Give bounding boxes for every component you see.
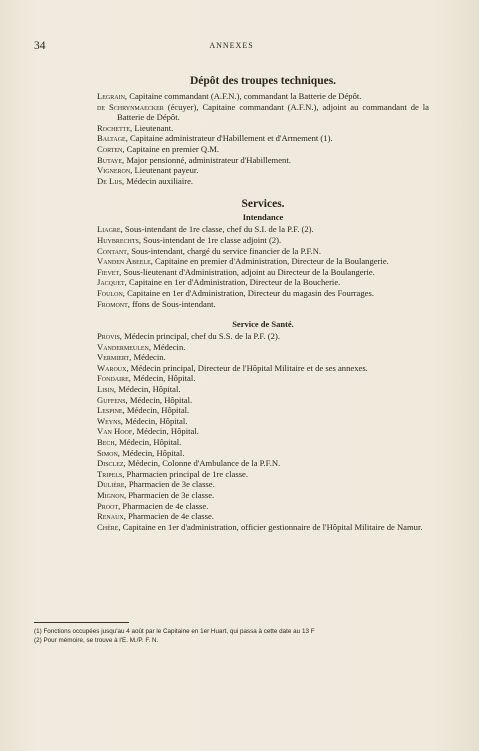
- entry-description: Médecin, Hôpital.: [134, 426, 199, 437]
- entry-name: Van Hoof,: [97, 426, 135, 437]
- entry-description: Capitaine administrateur d'Habillement et d'Armement (1).: [127, 133, 333, 144]
- list-entry: [97, 102, 429, 123]
- list-entry: [97, 277, 429, 288]
- list-entry: [97, 288, 429, 299]
- entry-description: Médecin, Hôpital.: [116, 437, 182, 448]
- list-entry: [97, 176, 429, 187]
- list-entry: [97, 501, 429, 512]
- list-entry: [97, 155, 429, 166]
- depot-list: [97, 91, 429, 186]
- list-entry: [97, 331, 429, 342]
- entry-name: Foulon,: [97, 287, 125, 298]
- entry-name: Fondaire,: [97, 373, 131, 384]
- list-entry: [97, 395, 429, 406]
- page-number: 34: [34, 40, 46, 52]
- list-entry: [97, 373, 429, 384]
- list-entry: [97, 416, 429, 427]
- entry-description: Lieutenant payeur.: [132, 165, 199, 176]
- entry-description: Pharmacien de 4e classe.: [125, 511, 214, 522]
- entry-name: Tripels,: [97, 468, 125, 479]
- entry-description: Capitaine en 1er d'Administration, Directeur de la Boucherie.: [126, 277, 341, 288]
- entry-description: Capitaine en premier Q.M.: [124, 143, 220, 154]
- entry-description: Médecin, Hôpital.: [130, 373, 196, 384]
- entry-description: Médecin.: [131, 352, 166, 363]
- entry-description: Médecin, Hôpital.: [124, 405, 190, 416]
- entry-description: Capitaine en 1er d'administration, officier gestionnaire de l'Hôpital Militaire de Namur.: [120, 521, 423, 532]
- list-entry: [97, 490, 429, 501]
- entry-description: Sous-lieutenant d'Administration, adjoint au Directeur de la Boulangerie.: [121, 266, 375, 277]
- entry-name: Lespine,: [97, 405, 125, 416]
- section-title-services: Services.: [241, 198, 285, 211]
- entry-description: Capitaine en 1er d'Administration, Directeur du magasin des Fourrages.: [124, 287, 374, 298]
- footnote-1: (1) Fonctions occupées jusqu'au 4 août par le Capitaine en 1er Huart, qui passa à cette date au 13 F: [34, 628, 315, 635]
- list-entry: [97, 256, 429, 267]
- list-entry: [97, 437, 429, 448]
- list-entry: [97, 133, 429, 144]
- footnote-divider: [34, 622, 129, 623]
- entry-name: Vigneron,: [97, 165, 133, 176]
- entry-description: Sous-intendant, chargé du service financier de la P.F.N.: [129, 245, 322, 256]
- entry-name: Renaux,: [97, 511, 126, 522]
- list-entry: [97, 246, 429, 257]
- entry-name: Jacquet,: [97, 277, 127, 288]
- entry-description: Major pensionné, administrateur d'Habillement.: [124, 154, 291, 165]
- entry-name: Waroux,: [97, 362, 129, 373]
- entry-description: (écuyer), Capitaine commandant (A.F.N.), adjoint au commandant de la Batterie de Dépôt.: [117, 101, 429, 123]
- entry-description: Pharmacien de 4e classe.: [120, 500, 209, 511]
- entry-description: Sous-intendant de 1re classe, chef du S.I. de la P.F. (2).: [122, 224, 314, 235]
- entry-description: ffons de Sous-intendant.: [129, 298, 216, 309]
- entry-description: Médecin, Hôpital.: [119, 447, 185, 458]
- entry-description: Pharmacien de 3e classe.: [126, 490, 215, 500]
- entry-description: Médecin, Hôpital.: [116, 384, 181, 395]
- subsection-title-intendance: Intendance: [242, 212, 284, 223]
- list-entry: [97, 144, 429, 155]
- list-entry: [97, 458, 429, 469]
- entry-description: Capitaine en premier d'Administration, Directeur de la Boulangerie.: [152, 256, 389, 267]
- entry-name: Chère,: [97, 521, 121, 532]
- list-entry: [97, 342, 429, 353]
- entry-name: Guffens,: [97, 394, 128, 405]
- entry-name: Lisin,: [97, 384, 117, 395]
- list-entry: [97, 363, 429, 374]
- list-entry: [97, 165, 429, 176]
- entry-description: Lieutenant.: [132, 122, 174, 133]
- entry-name: Fievet,: [97, 266, 122, 277]
- sante-list: [97, 331, 429, 532]
- entry-description: Médecin.: [151, 341, 186, 352]
- entry-name: Mignon,: [97, 490, 127, 500]
- footnotes: [34, 628, 429, 645]
- entry-description: Sous-intendant de 1re classe adjoint (2).: [141, 234, 282, 245]
- footnote-2: (2) Pour mémoire, se trouve à l'E. M./P. F. N.: [34, 636, 159, 644]
- list-entry: [97, 352, 429, 363]
- list-entry: [97, 405, 429, 416]
- list-entry: [97, 522, 429, 533]
- entry-description: Médecin, Hôpital.: [127, 394, 193, 405]
- list-entry: [97, 91, 429, 102]
- page-content: [97, 75, 429, 532]
- entry-description: Médecin, Colonne d'Ambulance de la P.F.N.: [125, 458, 281, 469]
- subsection-title-sante: Service de Santé.: [232, 319, 294, 330]
- list-entry: [97, 267, 429, 278]
- entry-name: Huybrechts,: [97, 234, 142, 245]
- section-title-depot: Dépôt des troupes techniques.: [189, 75, 337, 87]
- running-head: ANNEXES: [209, 41, 254, 50]
- entry-name: Dulière,: [97, 479, 127, 490]
- list-entry: [97, 299, 429, 310]
- list-entry: [97, 224, 429, 235]
- intendance-list: [97, 224, 429, 309]
- entry-name: Rochette,: [97, 122, 133, 133]
- list-entry: [97, 469, 429, 480]
- entry-name: de Schrynmaecker: [97, 101, 164, 112]
- entry-description: Pharmacien de 3e classe.: [126, 479, 215, 490]
- entry-description: Médecin, Hôpital.: [122, 415, 188, 426]
- entry-name: Bech,: [97, 437, 117, 448]
- entry-name: Provis,: [97, 331, 122, 342]
- entry-description: Pharmacien principal de 1re classe.: [124, 468, 249, 479]
- entry-name: Contant,: [97, 245, 130, 256]
- entry-name: Vandermeulen,: [97, 341, 152, 352]
- entry-description: Capitaine commandant (A.F.N.), commandant la Batterie de Dépôt.: [127, 91, 362, 101]
- page-header: [34, 40, 429, 54]
- entry-name: Disclez,: [97, 458, 126, 469]
- entry-description: Médecin principal, Directeur de l'Hôpital Militaire et de ses annexes.: [128, 362, 368, 373]
- list-entry: [97, 235, 429, 246]
- entry-name: Butaye,: [97, 154, 125, 165]
- entry-description: Médecin principal, chef du S.S. de la P.F. (2).: [121, 331, 280, 342]
- entry-name: Legrain,: [97, 91, 128, 101]
- entry-name: Proot,: [97, 500, 121, 511]
- entry-name: Weyns,: [97, 415, 123, 426]
- list-entry: [97, 448, 429, 459]
- entry-name: Corten,: [97, 143, 125, 154]
- list-entry: [97, 426, 429, 437]
- list-entry: [97, 479, 429, 490]
- entry-name: Simon,: [97, 447, 120, 458]
- entry-name: Fromont,: [97, 298, 130, 309]
- list-entry: [97, 123, 429, 134]
- entry-name: Baltage,: [97, 133, 128, 144]
- entry-name: De Lijs,: [97, 175, 125, 186]
- entry-name: Vermiert,: [97, 352, 132, 363]
- entry-name: Liagre,: [97, 224, 123, 235]
- entry-description: Médecin auxiliaire.: [124, 175, 194, 186]
- entry-name: Vanden Abeele,: [97, 256, 153, 267]
- list-entry: [97, 384, 429, 395]
- list-entry: [97, 511, 429, 522]
